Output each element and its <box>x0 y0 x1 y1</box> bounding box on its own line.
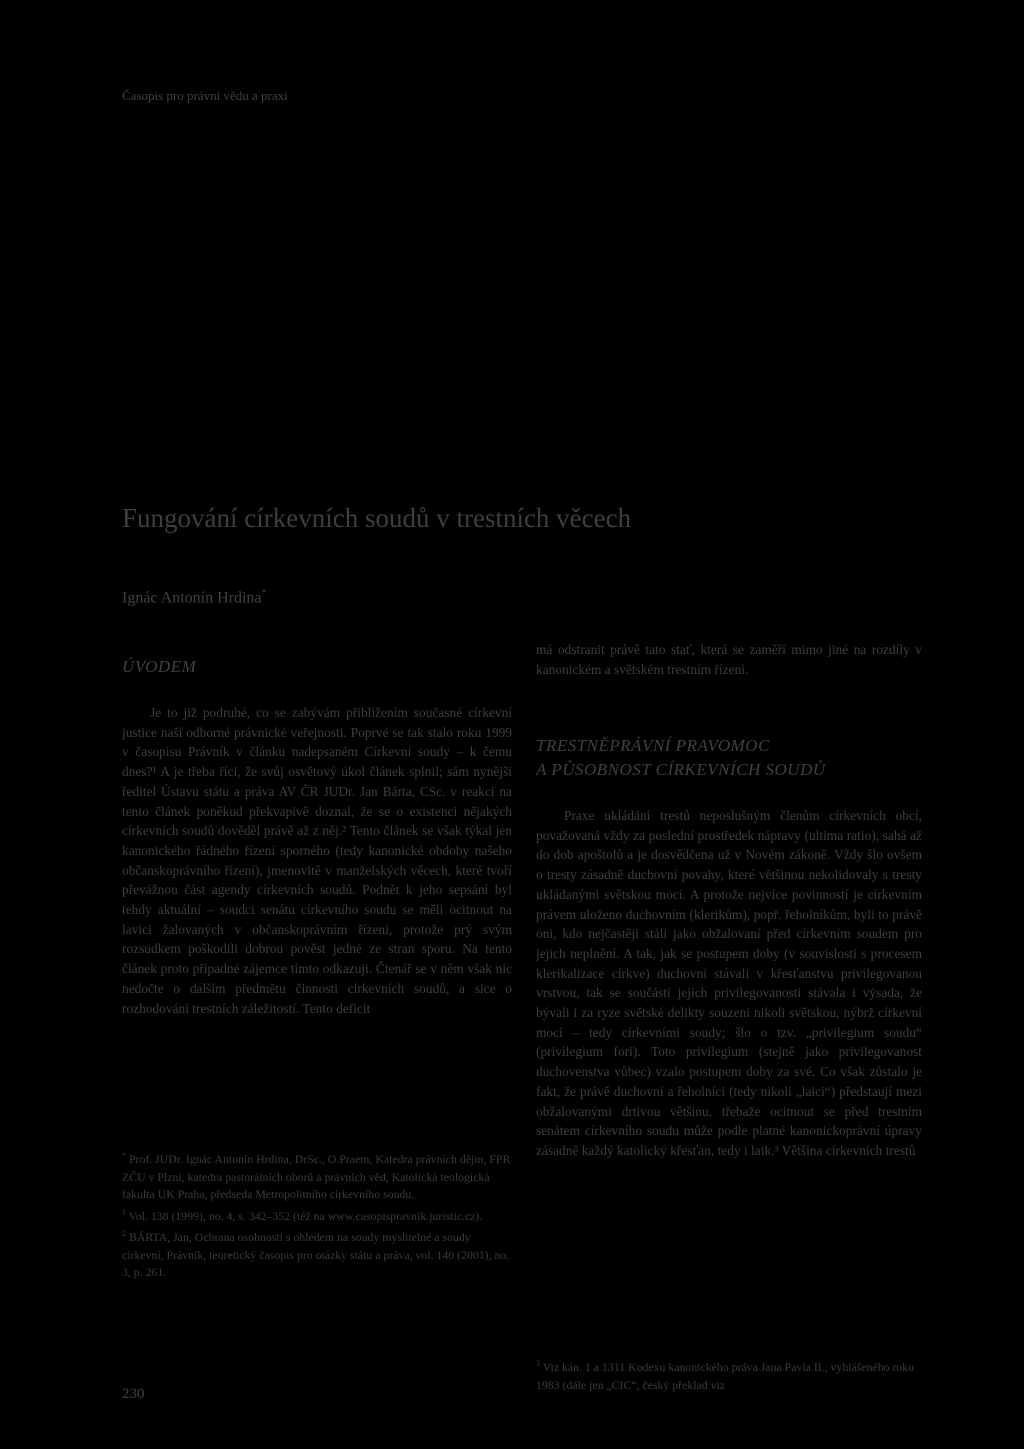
section-heading-pravomoc <box>536 734 922 782</box>
author-line <box>122 588 267 607</box>
author-name: Ignác Antonín Hrdina <box>122 589 262 607</box>
intro-continuation: má odstranit právě tato stať, která se zaměří mimo jiné na rozdíly v kanonickém a světském trestním řízení. <box>536 642 922 677</box>
section-heading-uvodem: ÚVODEM <box>122 657 197 676</box>
footnote-1: $^1$ Vol. 138 (1999), no. 4, s. 342–352 (též na www.casopispravnik.juristic.cz). <box>122 1207 483 1223</box>
footnotes-right <box>536 1355 922 1394</box>
pravomoc-paragraph: Praxe ukládání trestů neposlušným členům církevních obcí, považovaná vždy za poslední prostředek nápravy (ultima ratio), sahá až do dob apoštolů a je dosvědčena už v Novém zákoně. Vždy šlo ovšem o tresty zásadně duchovní povahy, které většinou nekolidovaly s tresty ukládanými světskou mocí. A protože nejvíce povinností je církevním právem uloženo duchovním (klerikům), popř. řeholníkům, byli to právě oni, kdo nejčastěji stáli jako obžalovaní před církevním soudem pro jejich neplnění. A tak, jak se postupem doby (v souvislosti s procesem klerikalizace církve) duchovní stávali v křesťanstvu privilegovanou vrstvou, tak se součástí jejich privilegovanosti stávala i výsada, že bývali i za ryze světské delikty souzeni nikoli světskou, nýbrž církevní mocí – tedy církevními soudy; šlo o tzv. „privilegium soudu“ (privilegium fori). Toto privilegium (stejně jako privilegovanost duchovenstva vůbec) vzalo postupem doby za své. Co však zůstalo je fakt, že právě duchovní a řeholníci (tedy nikoli „laici“) předstaují mezi obžalovanými drtivou většinu, třebaže ocitnout se před trestním senátem církevního soudu může podle platné kanonickoprávní úpravy zásadně každý katolický křesťan, tedy i laik.³ Většina církevních trestů <box>536 808 922 1158</box>
page-number: 230 <box>122 1386 145 1402</box>
journal-header: Časopis pro právní vědu a praxi <box>122 88 288 103</box>
author-footnote-mark: * <box>261 588 267 599</box>
footnotes-left <box>122 1147 512 1282</box>
article-title: Fungování církevních soudů v trestních věcech <box>122 503 632 533</box>
section-heading-line-1: TRESTNĚPRÁVNÍ PRAVOMOC <box>536 736 770 755</box>
footnote-3: $^3$ Viz kán. 1 a 1311 Kodexu kanonického práva Jana Pavla II., vyhlášeného roku 1983 (dále jen „CIC“, český překlad viz <box>536 1359 915 1392</box>
footnote-author: * Prof. JUDr. Ignác Antonín Hrdina, DrSc., O.Praem, Katedra právních dějin, FPR ZČU v Plzni, katedra pastorálních oborů a právních věd, Katolická teologická fakulta UK Praha, předseda Metropolitního církevního soudu. <box>122 1151 511 1202</box>
footnote-2: $^2$ BÁRTA, Jan, Ochrana osobnosti s ohledem na soudy myslitelné a soudy církevní, Právník, teoretický časopis pro otázky státu a práva, vol. 140 (2001), no. 3, p. 261. <box>122 1229 510 1280</box>
intro-paragraph: Je to již podruhé, co se zabývám přiblížením současné církevní justice naší odborné právnické veřejnosti. Poprvé se tak stalo roku 1999 v časopisu Právník v článku nadepsaném Církevní soudy – k čemu dnes?¹ A je třeba říci, že svůj osvětový úkol článek splnil; sám nynější ředitel Ústavu státu a práva AV ČR JUDr. Jan Bárta, CSc. v reakci na tento článek poněkud překvapivě doznal, že se o existenci nějakých církevních soudů dověděl právě až z něj.² Tento článek se však týkal jen kanonického řádného řízení sporného (tedy kanonické obdoby našeho občanskoprávního řízení), jmenovitě v manželských věcech, které tvoří převážnou část agendy církevních soudů. Podnět k jeho sepsání byl tehdy aktuální – soudci senátu církevního soudu se měli ocitnout na lavici žalovaných v občanskoprávním řízení, protože prý svým rozsudkem poškodili dobrou pověst jedné ze stran sporu. Na tento článek proto případné zájemce tímto odkazuji. Čtenář se v něm však nic nedočte o dalším předmětu činnosti církevních soudů, a sice o rozhodování trestních záležitostí. Tento deficit <box>122 705 512 1016</box>
section-heading-line-2: A PŮSOBNOST CÍRKEVNÍCH SOUDŮ <box>536 760 826 779</box>
